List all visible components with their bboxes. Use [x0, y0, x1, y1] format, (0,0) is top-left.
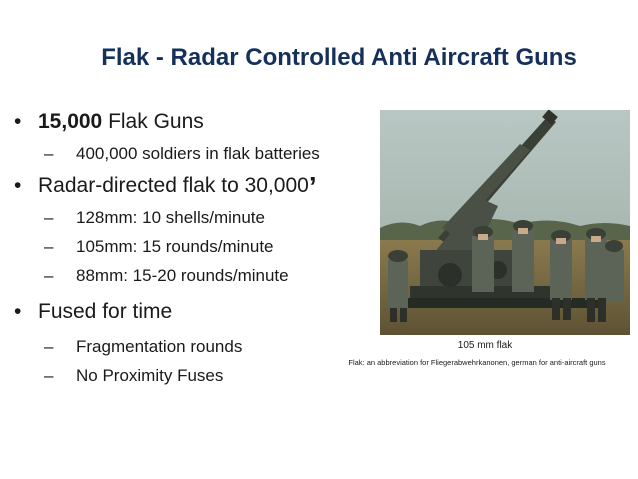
subbullet-text: 400,000 soldiers in flak batteries: [76, 144, 320, 163]
slide-title: Flak - Radar Controlled Anti Aircraft Guns: [101, 44, 577, 71]
subbullet-text: Fragmentation rounds: [76, 337, 243, 356]
bullet-flak-guns: [14, 110, 204, 134]
subbullet-text: 128mm: 10 shells/minute: [76, 208, 265, 227]
bullet-dot: •: [14, 110, 22, 133]
subbullet-text: 105mm: 15 rounds/minute: [76, 237, 274, 256]
subbullet-105mm: [44, 237, 274, 257]
bullet-radar-directed: [14, 171, 317, 202]
dash-marker: –: [44, 337, 54, 356]
bullet-dot: •: [14, 300, 22, 323]
bullet-text: Flak Guns: [102, 110, 204, 133]
subbullet-text: No Proximity Fuses: [76, 366, 224, 385]
bullet-dot: •: [14, 174, 22, 197]
subbullet-no-proximity: [44, 366, 223, 386]
dash-marker: –: [44, 144, 54, 163]
dash-marker: –: [44, 366, 54, 385]
subbullet-128mm: [44, 208, 265, 228]
bullet-text: Radar-directed flak to 30,000: [38, 174, 309, 197]
feet-mark: ’: [308, 171, 317, 202]
flak-gun-illustration: [380, 110, 630, 335]
image-caption: 105 mm flak: [457, 340, 513, 351]
bullet-fused: [14, 300, 172, 324]
dash-marker: –: [44, 237, 54, 256]
subbullet-text: 88mm: 15-20 rounds/minute: [76, 266, 289, 285]
bullet-bold-count: 15,000: [38, 110, 103, 133]
subbullet-fragmentation: [44, 337, 242, 357]
dash-marker: –: [44, 266, 54, 285]
subbullet-soldiers: [44, 144, 320, 164]
bullet-text: Fused for time: [38, 300, 173, 323]
dash-marker: –: [44, 208, 54, 227]
subbullet-88mm: [44, 266, 289, 286]
footnote: Flak: an abbreviation for Fliegerabwehrkanonen, german for anti-aircraft guns: [348, 358, 606, 367]
flak-gun-photo: [380, 110, 630, 335]
